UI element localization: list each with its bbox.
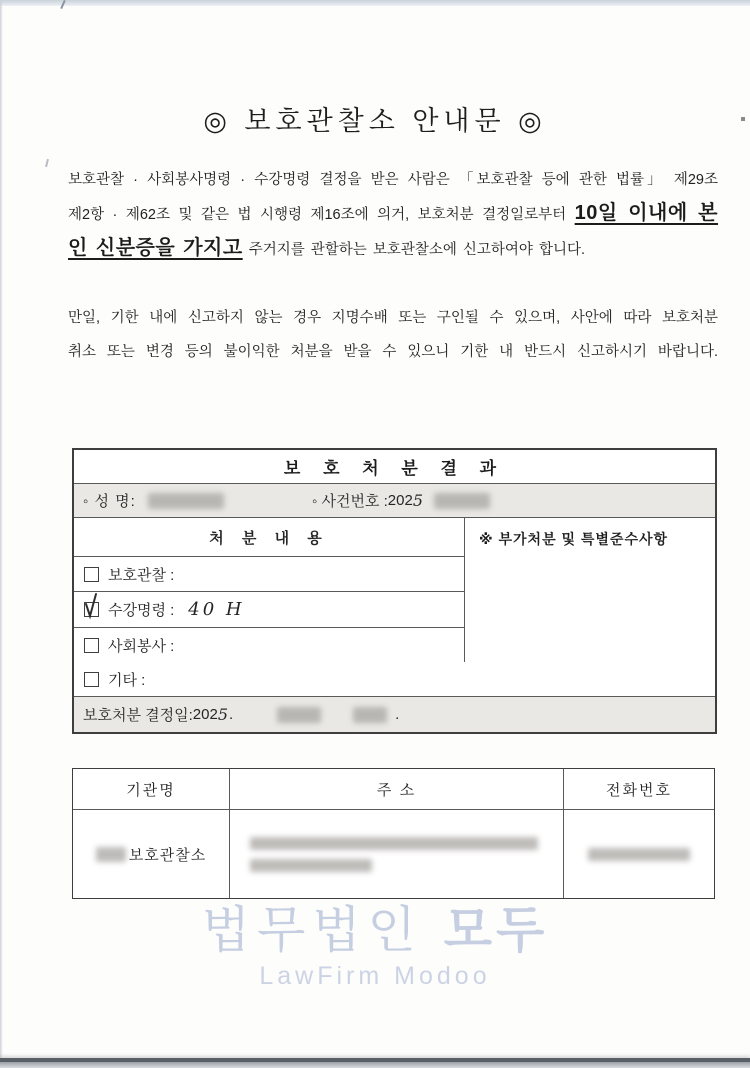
redacted-address-line2 [250, 859, 372, 872]
decision-year-handwritten: 5 [217, 705, 229, 724]
phone-cell [564, 810, 714, 898]
redacted-office-prefix [96, 847, 126, 862]
paragraph-text: 제2항 · 제62조 및 같은 법 시행령 제16조에 의거, 보호처분 결정일로부터 [68, 207, 575, 223]
office-name-suffix: 보호관찰소 [128, 846, 207, 864]
paragraph-line: 취소 또는 변경 등의 불이익한 처분을 받을 수 있으니 기한 내 반드시 신고하시기 바랍니다. [68, 344, 718, 360]
row-probation [74, 557, 464, 592]
probation-checkbox [84, 567, 99, 582]
watermark-korean-bold: 모두 [443, 902, 549, 958]
etc-label: 기타 : [108, 671, 146, 689]
paragraph-line [68, 238, 718, 260]
office-info-table [72, 768, 715, 899]
notice-paragraph-2 [68, 308, 718, 376]
decision-date-row [74, 697, 715, 732]
emphasis-deadline-text: 10일 이내에 본 [574, 202, 718, 224]
scan-artifact-mark [45, 159, 49, 167]
address-header: 주 소 [230, 769, 564, 809]
decision-date-dot: . [229, 706, 234, 723]
row-community-service [74, 628, 464, 662]
case-number [312, 490, 490, 511]
probation-label: 보호관찰 : [108, 566, 175, 584]
paragraph-text: 주거지를 관할하는 보호관찰소에 신고하여야 합니다. [242, 242, 586, 258]
etc-checkbox [84, 672, 99, 687]
office-name-cell [73, 810, 230, 898]
disposition-body [74, 518, 715, 662]
additional-disposition-cell: ※ 부가처분 및 특별준수사항 [479, 531, 669, 547]
result-table-title: 보 호 처 분 결 과 [74, 450, 715, 484]
office-table-data-row [73, 810, 714, 898]
address-cell [230, 810, 564, 898]
document-title: ◎ 보호관찰소 안내문 ◎ [203, 106, 547, 136]
lawfirm-watermark [0, 901, 750, 991]
scan-edge-top [0, 0, 750, 6]
scan-edge-bottom-light [0, 1062, 750, 1068]
case-number-label: ◦ 사건번호 : [312, 493, 388, 510]
disposition-result-table [72, 448, 717, 734]
redacted-decision-day [353, 707, 387, 723]
redacted-case-number [434, 493, 490, 509]
emphasis-deadline-text: 인 신분증을 가지고 [68, 237, 243, 259]
community-service-label: 사회봉사 : [108, 637, 175, 655]
case-year-handwritten: 5 [412, 491, 424, 510]
decision-year-printed: 202 [192, 706, 218, 723]
community-service-checkbox [84, 638, 99, 653]
redacted-phone-number [588, 848, 690, 861]
lecture-order-label: 수강명령 : [108, 602, 175, 619]
phone-header: 전화번호 [606, 781, 672, 799]
office-name-header: 기관명 [73, 769, 230, 809]
name-and-case-row [74, 484, 715, 518]
lecture-order-checkbox [84, 602, 99, 617]
case-year-printed: 202 [387, 492, 413, 509]
row-etc [74, 662, 715, 697]
watermark-korean-regular: 법무법인 [201, 902, 444, 958]
lecture-order-hours-handwritten: 40 H [188, 599, 245, 620]
name-label: ◦ 성 명: [83, 493, 136, 510]
decision-date-dot: . [395, 706, 400, 723]
watermark-korean [0, 901, 750, 959]
redacted-address-line1 [250, 837, 538, 850]
redacted-name [148, 493, 224, 509]
redacted-decision-month [277, 707, 321, 723]
watermark-english: LawFirm Modoo [259, 962, 491, 990]
row-lecture-order [74, 592, 464, 628]
paragraph-line [68, 203, 718, 225]
decision-date-label: 보호처분 결정일: [83, 707, 193, 724]
paragraph-line: 보호관찰 · 사회봉사명령 · 수강명령 결정을 받은 사람은 「보호관찰 등에 관한 법률」 제29조 [68, 172, 718, 188]
paragraph-line: 만일, 기한 내에 신고하지 않는 경우 지명수배 또는 구인될 수 있으며, 사안에 따라 보호처분 [68, 310, 718, 326]
office-table-header-row [73, 769, 714, 810]
notice-paragraph-1 [68, 170, 718, 273]
disposition-left-column [74, 518, 465, 662]
disposition-content-header: 처 분 내 용 [74, 518, 464, 557]
